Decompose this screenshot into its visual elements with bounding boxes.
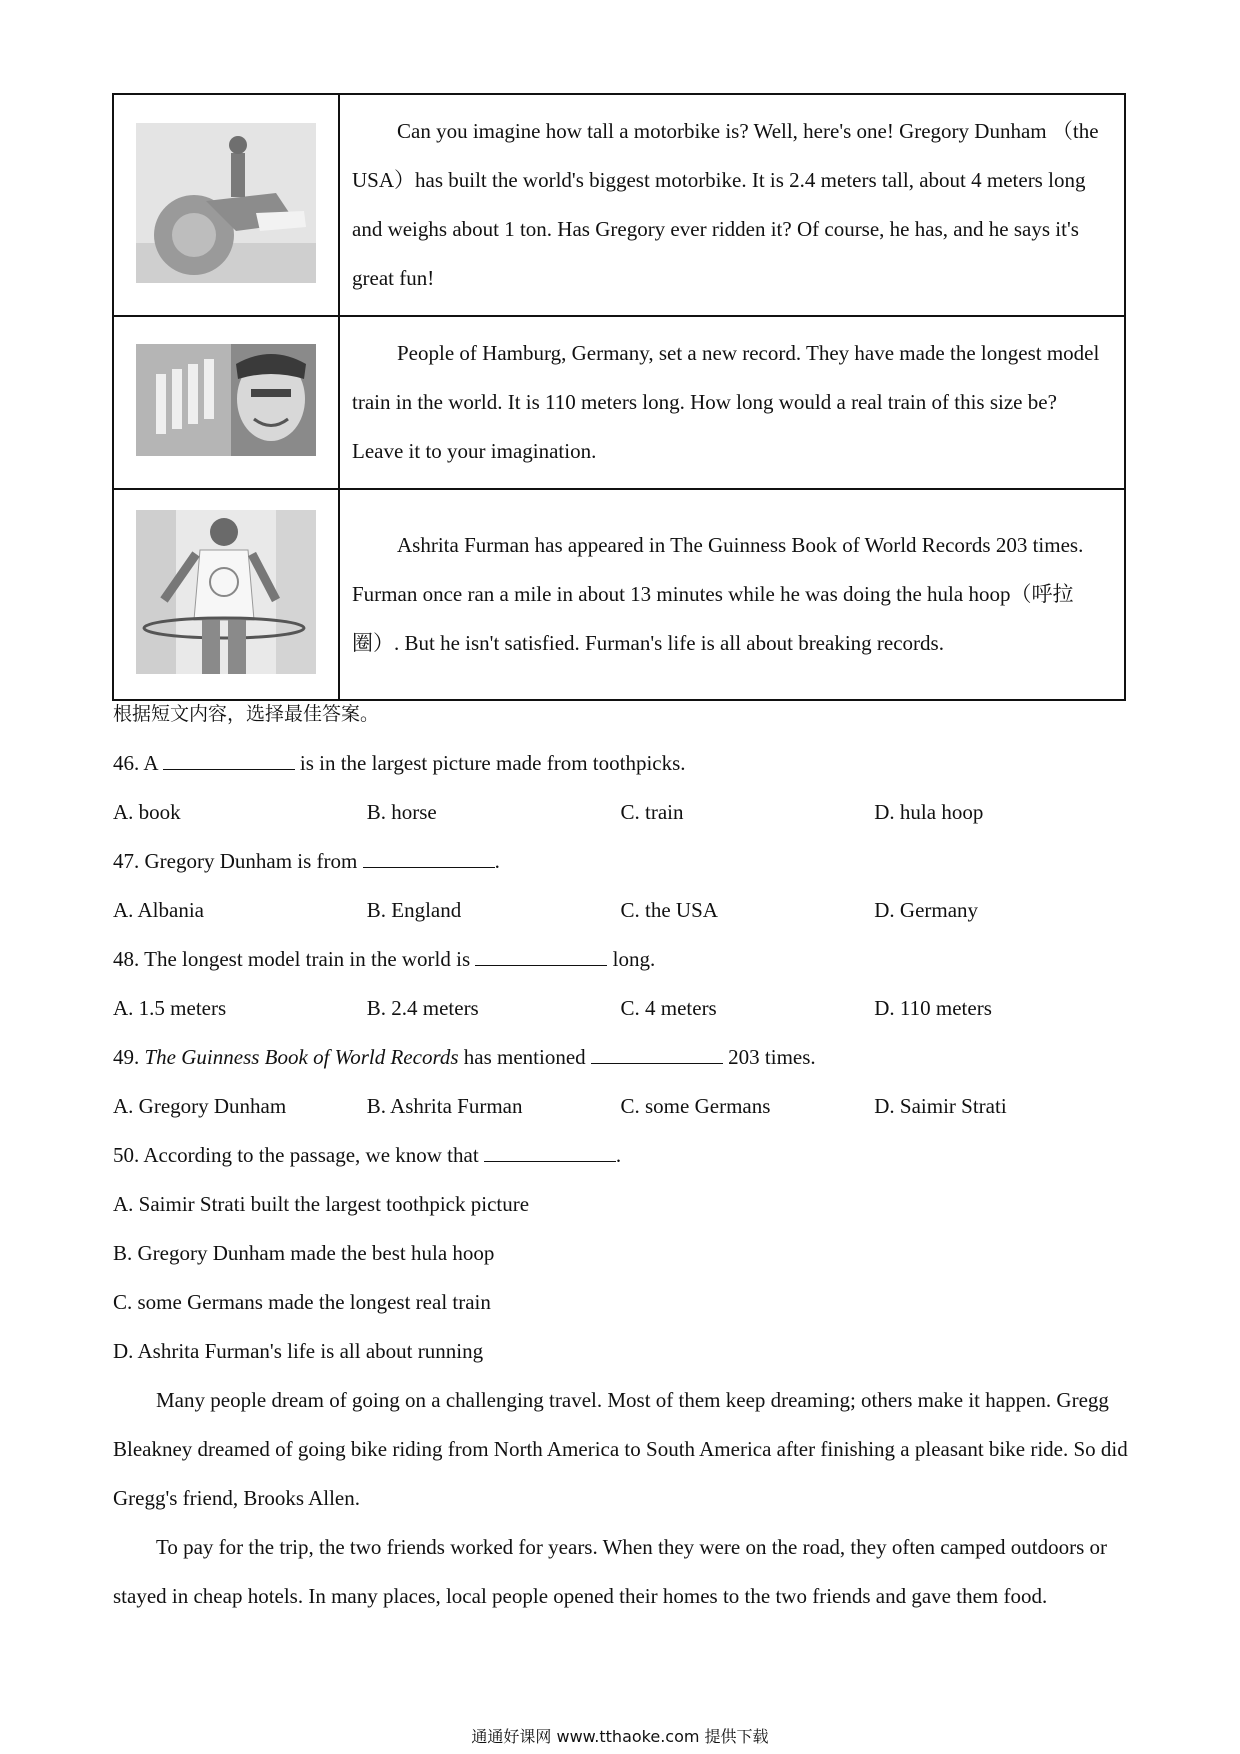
record-row-hula-hoop	[113, 489, 1125, 700]
answer-blank	[163, 749, 295, 770]
option-a[interactable]: A. Albania	[113, 898, 204, 922]
passage-paragraph: Many people dream of going on a challenging travel. Most of them keep dreaming; others make it happen. Gregg Bleakney dreamed of going bike riding from North America to South America after finishing a pleasant bike ride. So did Gregg's friend, Brooks Allen.	[113, 1388, 1128, 1510]
option-d[interactable]: D. 110 meters	[874, 996, 992, 1020]
record-row-model-train	[113, 316, 1125, 489]
option-a[interactable]: A. Saimir Strati built the largest toothpick picture	[113, 1192, 530, 1216]
question-46: 46. A is in the largest picture made from toothpicks.	[113, 751, 686, 775]
option-b[interactable]: B. England	[366, 898, 462, 922]
record-image-cell	[113, 94, 339, 316]
options-46	[113, 788, 1128, 837]
option-a[interactable]: A. book	[113, 800, 181, 824]
record-image-cell	[113, 489, 339, 700]
record-text-model-train: People of Hamburg, Germany, set a new record. They have made the longest model train in the world. It is 110 meters long. How long would a real train of this size be? Leave it to your imagination.	[352, 341, 1100, 463]
hula-hoop-runner-photo	[136, 510, 316, 674]
option-d[interactable]: D. Ashrita Furman's life is all about running	[113, 1339, 484, 1363]
record-text-cell	[339, 489, 1125, 700]
reading-passage	[113, 1376, 1128, 1621]
option-d[interactable]: D. Germany	[874, 898, 979, 922]
options-48	[113, 984, 1128, 1033]
book-title: The Guinness Book of World Records	[144, 1045, 459, 1069]
answer-blank	[475, 945, 607, 966]
option-d[interactable]: D. Saimir Strati	[874, 1094, 1007, 1118]
passage-paragraph: To pay for the trip, the two friends worked for years. When they were on the road, they often camped outdoors or stayed in cheap hotels. In many places, local people opened their homes to the two friends and gave them food.	[113, 1535, 1108, 1608]
answer-blank	[591, 1043, 723, 1064]
option-a[interactable]: A. Gregory Dunham	[113, 1094, 287, 1118]
option-c[interactable]: C. some Germans	[620, 1094, 771, 1118]
record-text-hula-hoop: Ashrita Furman has appeared in The Guinness Book of World Records 203 times. Furman once ran a mile in about 13 minutes while he was doing the hula hoop（呼拉圈）. But he isn't satisfied. Furman's life is all about breaking records.	[352, 533, 1084, 655]
answer-blank	[484, 1141, 616, 1162]
question-49: 49. The Guinness Book of World Records has mentioned 203 times.	[113, 1045, 816, 1069]
option-b[interactable]: B. Ashrita Furman	[366, 1094, 523, 1118]
record-text-motorbike: Can you imagine how tall a motorbike is? Well, here's one! Gregory Dunham （the USA）has built the world's biggest motorbike. It is 2.4 meters tall, about 4 meters long and weighs about 1 ton. Has Gregory ever ridden it? Of course, he has, and he says it's great fun!	[352, 119, 1099, 290]
motorbike-photo	[136, 123, 316, 283]
model-train-man-photo	[136, 344, 316, 456]
option-b[interactable]: B. Gregory Dunham made the best hula hoop	[113, 1241, 495, 1265]
record-row-motorbike	[113, 94, 1125, 316]
question-48: 48. The longest model train in the world is long.	[113, 947, 656, 971]
record-text-cell	[339, 94, 1125, 316]
question-47: 47. Gregory Dunham is from .	[113, 849, 500, 873]
answer-blank	[363, 847, 495, 868]
options-49	[113, 1082, 1128, 1131]
option-d[interactable]: D. hula hoop	[874, 800, 984, 824]
records-table	[112, 93, 1126, 701]
page-footer: 通通好课网 www.tthaoke.com 提供下载	[471, 1727, 769, 1746]
option-b[interactable]: B. 2.4 meters	[366, 996, 479, 1020]
option-b[interactable]: B. horse	[366, 800, 437, 824]
option-c[interactable]: C. the USA	[620, 898, 718, 922]
option-c[interactable]: C. 4 meters	[620, 996, 717, 1020]
record-text-cell	[339, 316, 1125, 489]
question-50: 50. According to the passage, we know that .	[113, 1143, 622, 1167]
option-c[interactable]: C. some Germans made the longest real train	[113, 1290, 491, 1314]
option-a[interactable]: A. 1.5 meters	[113, 996, 227, 1020]
instruction: 根据短文内容，选择最佳答案。	[113, 703, 380, 725]
option-c[interactable]: C. train	[620, 800, 684, 824]
questions-and-passage	[113, 690, 1128, 1621]
options-47	[113, 886, 1128, 935]
record-image-cell	[113, 316, 339, 489]
